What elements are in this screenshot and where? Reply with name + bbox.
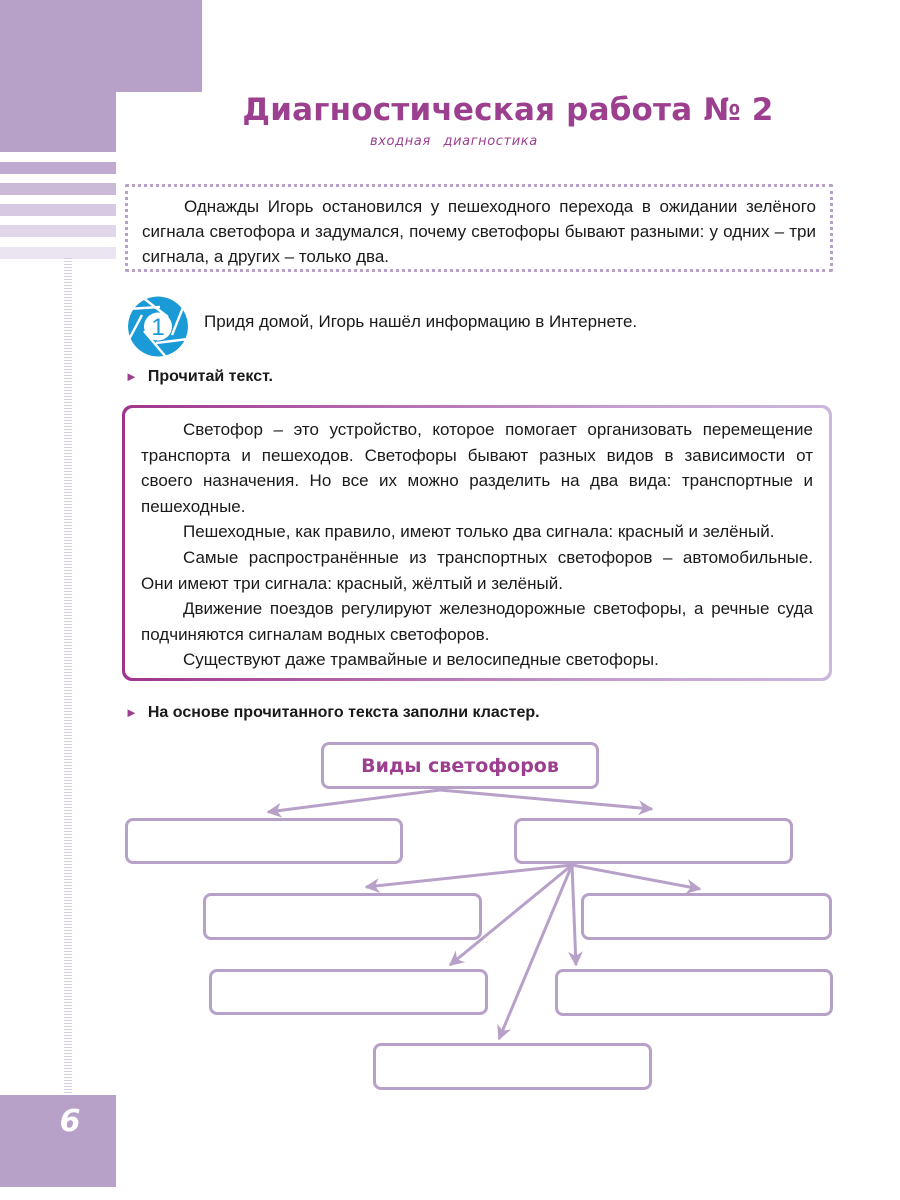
cluster-answer-box-sub-4[interactable] bbox=[555, 969, 833, 1016]
instruction-label: На основе прочитанного текста заполни кластер. bbox=[147, 704, 540, 721]
page-title: Диагностическая работа № 2 bbox=[242, 92, 774, 128]
margin-dotted-rule bbox=[64, 258, 72, 1096]
task-text: Придя домой, Игорь нашёл информацию в Интернете. bbox=[204, 312, 638, 331]
cluster-answer-box-sub-2[interactable] bbox=[581, 893, 832, 940]
cluster-answer-box-transport[interactable] bbox=[514, 818, 793, 864]
decor-stripe bbox=[0, 183, 116, 195]
page-number: 6 bbox=[59, 1104, 81, 1139]
intro-box bbox=[125, 184, 833, 272]
cluster-root-box: Виды светофоров bbox=[321, 742, 599, 789]
reading-paragraph: Самые распространённые из транспортных светофоров – автомобильные. Они имеют три сигнала: красный, жёлтый и зелёный. bbox=[141, 547, 813, 593]
corner-decoration bbox=[0, 0, 202, 92]
cluster-answer-box-pedestrian[interactable] bbox=[125, 818, 403, 864]
reading-paragraph: Движение поездов регулируют железнодорожные светофоры, а речные суда подчиняются сигналам водных светофоров. bbox=[141, 599, 813, 644]
svg-text:1: 1 bbox=[151, 314, 165, 341]
instruction-label: Прочитай текст. bbox=[147, 368, 273, 385]
decor-stripe bbox=[0, 247, 116, 259]
decor-stripe bbox=[0, 225, 116, 237]
page-subtitle: входная диагностика bbox=[370, 134, 538, 149]
cluster-answer-box-sub-5[interactable] bbox=[373, 1043, 652, 1090]
triangle-bullet-icon: ► bbox=[125, 369, 138, 384]
instruction-cluster bbox=[125, 704, 540, 722]
aperture-number-icon bbox=[122, 295, 195, 358]
reading-box bbox=[122, 405, 832, 681]
decor-stripe bbox=[0, 162, 116, 174]
intro-text: Однажды Игорь остановился у пешеходного перехода в ожидании зелёного сигнала светофора и задумался, почему светофоры бывают разными: у одних – три сигнала, а других – только два. bbox=[142, 197, 816, 266]
triangle-bullet-icon: ► bbox=[125, 705, 138, 720]
reading-paragraph: Светофор – это устройство, которое помогает организовать перемещение транспорта и пешеходов. Светофоры бывают разных видов в зависимости от своего назначения. Но все их можно разделить на два вида: транспортные и пешеходные. bbox=[141, 420, 813, 516]
cluster-answer-box-sub-3[interactable] bbox=[209, 969, 488, 1015]
instruction-read bbox=[125, 368, 273, 386]
decor-stripe bbox=[0, 204, 116, 216]
reading-paragraph: Существуют даже трамвайные и велосипедные светофоры. bbox=[183, 650, 659, 670]
cluster-answer-box-sub-1[interactable] bbox=[203, 893, 482, 940]
reading-paragraph: Пешеходные, как правило, имеют только два сигнала: красный и зелёный. bbox=[183, 522, 775, 542]
